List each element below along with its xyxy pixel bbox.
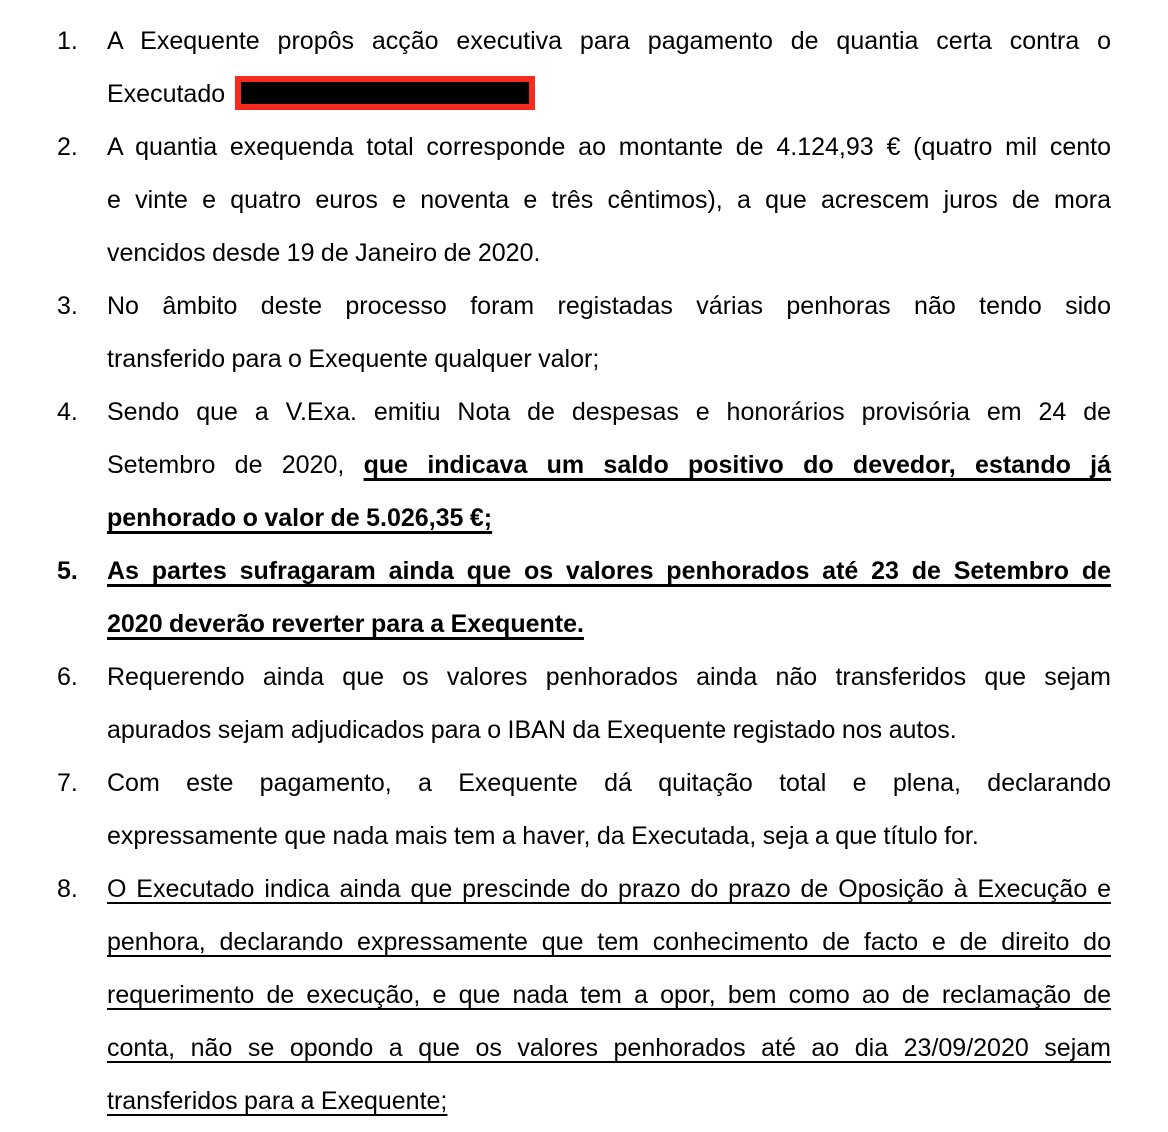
list-item bbox=[57, 121, 1111, 280]
list-item bbox=[57, 651, 1111, 757]
text-line bbox=[107, 227, 1111, 280]
list-item-number: 7. bbox=[57, 769, 78, 797]
text-segment: O Executado indica ainda que prescinde do prazo do prazo de Oposição à Execução e bbox=[107, 875, 1111, 903]
list-item-number: 6. bbox=[57, 663, 78, 691]
text-segment: vencidos desde 19 de Janeiro de 2020. bbox=[107, 239, 541, 267]
list-item bbox=[57, 15, 1111, 121]
text-segment: requerimento de execução, e que nada tem a opor, bem como ao de reclamação de bbox=[107, 981, 1111, 1009]
text-line bbox=[107, 757, 1111, 810]
text-segment: que indicava um saldo positivo do devedor, estando já bbox=[363, 451, 1111, 479]
text-segment: e vinte e quatro euros e noventa e três cêntimos), a que acrescem juros de mora bbox=[107, 186, 1111, 214]
text-segment: Setembro de 2020, bbox=[107, 451, 364, 479]
text-segment: transferidos para a Exequente; bbox=[107, 1087, 448, 1115]
text-line bbox=[107, 810, 1111, 863]
text-segment: 2020 deverão reverter para a Exequente. bbox=[107, 610, 584, 638]
text-segment: Sendo que a V.Exa. emitiu Nota de despesas e honorários provisória em 24 de bbox=[107, 398, 1111, 426]
list-item-number: 8. bbox=[57, 875, 78, 903]
text-line bbox=[107, 1022, 1111, 1075]
text-line bbox=[107, 598, 1111, 651]
text-line bbox=[107, 651, 1111, 704]
text-line bbox=[107, 863, 1111, 916]
text-line bbox=[107, 121, 1111, 174]
text-segment: Requerendo ainda que os valores penhorados ainda não transferidos que sejam bbox=[107, 663, 1111, 691]
list-item-number: 2. bbox=[57, 133, 78, 161]
text-segment: Executado bbox=[107, 80, 232, 108]
text-line bbox=[107, 916, 1111, 969]
text-line bbox=[107, 174, 1111, 227]
text-segment: expressamente que nada mais tem a haver, da Executada, seja a que título for. bbox=[107, 822, 979, 850]
text-segment: A Exequente propôs acção executiva para pagamento de quantia certa contra o bbox=[107, 27, 1111, 55]
text-segment: conta, não se opondo a que os valores penhorados até ao dia 23/09/2020 sejam bbox=[107, 1034, 1111, 1062]
text-line bbox=[107, 545, 1111, 598]
text-line bbox=[107, 280, 1111, 333]
text-segment: No âmbito deste processo foram registadas várias penhoras não tendo sido bbox=[107, 292, 1111, 320]
text-segment: Com este pagamento, a Exequente dá quitação total e plena, declarando bbox=[107, 769, 1111, 797]
list-item bbox=[57, 757, 1111, 863]
text-segment: penhora, declarando expressamente que tem conhecimento de facto e de direito do bbox=[107, 928, 1111, 956]
text-line bbox=[107, 704, 1111, 757]
text-segment: As partes sufragaram ainda que os valores penhorados até 23 de Setembro de bbox=[107, 557, 1111, 585]
text-segment: penhorado o valor de 5.026,35 €; bbox=[107, 504, 493, 532]
list-item-number: 5. bbox=[57, 557, 78, 585]
list-item bbox=[57, 545, 1111, 651]
list-item bbox=[57, 280, 1111, 386]
text-segment: A quantia exequenda total corresponde ao montante de 4.124,93 € (quatro mil cento bbox=[107, 133, 1111, 161]
list-item bbox=[57, 386, 1111, 545]
text-line bbox=[107, 15, 1111, 68]
redaction-box bbox=[235, 76, 535, 110]
text-line bbox=[107, 439, 1111, 492]
list-item-number: 4. bbox=[57, 398, 78, 426]
text-line bbox=[107, 68, 1111, 121]
list-item-number: 3. bbox=[57, 292, 78, 320]
text-line bbox=[107, 1075, 1111, 1128]
list-item bbox=[57, 863, 1111, 1128]
text-segment: apurados sejam adjudicados para o IBAN da Exequente registado nos autos. bbox=[107, 716, 957, 744]
text-segment: transferido para o Exequente qualquer valor; bbox=[107, 345, 600, 373]
list-item-number: 1. bbox=[57, 27, 78, 55]
text-line bbox=[107, 386, 1111, 439]
text-line bbox=[107, 969, 1111, 1022]
text-line bbox=[107, 492, 1111, 545]
text-line bbox=[107, 333, 1111, 386]
numbered-list bbox=[57, 15, 1111, 1128]
